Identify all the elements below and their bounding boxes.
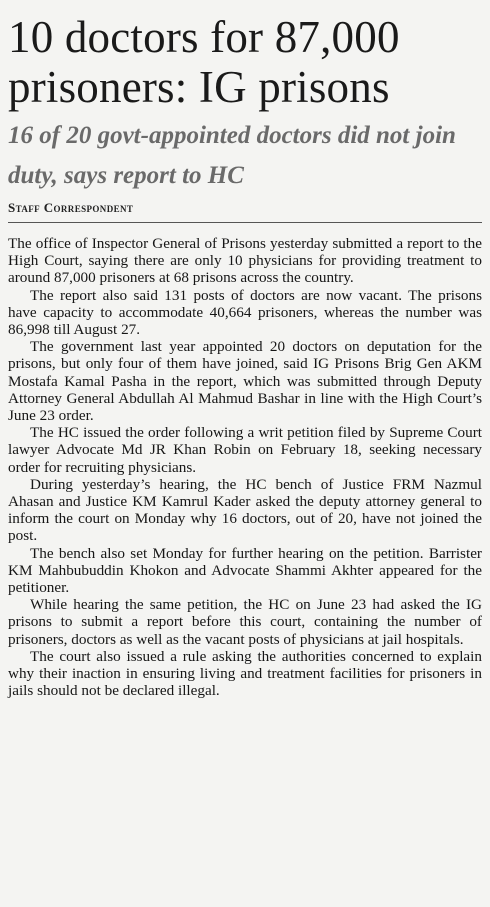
paragraph-5: During yesterday’s hearing, the HC bench of Justice FRM Nazmul Ahasan and Justice KM Kamrul Kader asked the deputy attorney general to inform the court on Monday why 16 doctors, out of 20, have not joined the post. (8, 475, 482, 545)
news-article (8, 0, 482, 699)
paragraph-8: The court also issued a rule asking the authorities concerned to explain why their inaction in ensuring living and treatment facilities for prisoners in jails should not be declared illegal. (8, 647, 482, 700)
paragraph-3: The government last year appointed 20 doctors on deputation for the prisons, but only four of them have joined, said IG Prisons Brig Gen AKM Mostafa Kamal Pasha in the report, which was submitted through Deputy Attorney General Abdullah Al Mahmud Bashar in line with the High Court’s June 23 order. (8, 338, 482, 425)
subheadline: 16 of 20 govt-appointed doctors did not join duty, says report to HC (8, 122, 456, 189)
headline: 10 doctors for 87,000 prisoners: IG prisons (8, 12, 400, 112)
article-body (8, 235, 482, 699)
byline: Staff Correspondent (8, 200, 134, 215)
byline-divider (8, 222, 482, 223)
paragraph-2: The report also said 131 posts of doctors are now vacant. The prisons have capacity to accommodate 40,664 prisoners, whereas the number was 86,998 till August 27. (8, 286, 482, 339)
paragraph-7: While hearing the same petition, the HC on June 23 had asked the IG prisons to submit a report before this court, containing the number of prisoners, doctors as well as the vacant posts of physicians at jail hospitals. (8, 596, 482, 648)
paragraph-6: The bench also set Monday for further hearing on the petition. Barrister KM Mahbubuddin Khokon and Advocate Shammi Akhter appeared for the petitioner. (8, 544, 482, 597)
paragraph-4: The HC issued the order following a writ petition filed by Supreme Court lawyer Advocate Md JR Khan Robin on February 18, seeking necessary order for recruiting physicians. (8, 424, 482, 476)
paragraph-1: The office of Inspector General of Prisons yesterday submitted a report to the High Court, saying there are only 10 physicians for providing treatment to around 87,000 prisoners at 68 prisons across the country. (8, 235, 482, 287)
